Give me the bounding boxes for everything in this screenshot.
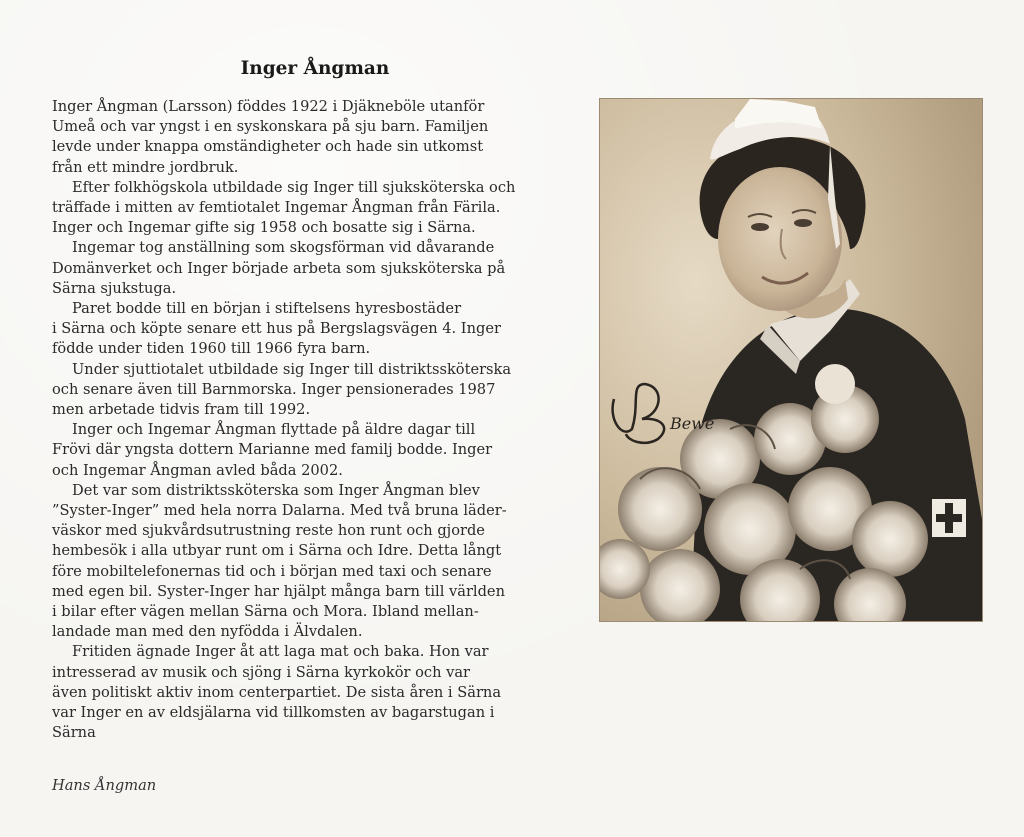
body-line: levde under knappa omständigheter och hade sin utkomst <box>52 138 484 156</box>
body-line: Paret bodde till en början i stiftelsens hyresbostäder <box>72 300 462 318</box>
body-line: och senare även till Barnmorska. Inger pensionerades 1987 <box>52 380 496 398</box>
body-line: träffade i mitten av femtiotalet Ingemar Ångman från Färila. <box>52 199 501 217</box>
body-line: hembesök i alla utbyar runt om i Särna och Idre. Detta långt <box>52 542 502 560</box>
body-line: i bilar efter vägen mellan Särna och Mora. Ibland mellan- <box>52 603 479 621</box>
article-title: Inger Ångman <box>240 58 390 79</box>
body-line: Särna <box>52 724 96 742</box>
article-body <box>52 97 577 744</box>
body-line: från ett mindre jordbruk. <box>52 158 239 176</box>
portrait-illustration <box>600 99 982 621</box>
body-line: Inger och Ingemar Ångman flyttade på äldre dagar till <box>72 421 476 439</box>
portrait-photo <box>600 99 982 621</box>
body-line: och Ingemar Ångman avled båda 2002. <box>52 461 343 479</box>
body-line: men arbetade tidvis fram till 1992. <box>52 401 311 419</box>
body-line: Efter folkhögskola utbildade sig Inger till sjuksköterska och <box>72 178 516 196</box>
body-line: Särna sjukstuga. <box>52 279 177 297</box>
body-line: Under sjuttiotalet utbildade sig Inger till distriktssköterska <box>72 360 512 378</box>
body-line: landade man med den nyfödda i Älvdalen. <box>52 623 363 641</box>
body-line: Ingemar tog anställning som skogsförman vid dåvarande <box>72 239 495 257</box>
body-line: väskor med sjukvårdsutrustning reste hon runt och gjorde <box>52 522 485 540</box>
body-line: var Inger en av eldsjälarna vid tillkomsten av bagarstugan i <box>52 704 495 722</box>
body-line: födde under tiden 1960 till 1966 fyra barn. <box>52 340 371 358</box>
body-line: även politiskt aktiv inom centerpartiet. De sista åren i Särna <box>52 683 502 701</box>
body-line: Frövi där yngsta dottern Marianne med familj bodde. Inger <box>52 441 493 459</box>
body-line: Domänverket och Inger började arbeta som sjuksköterska på <box>52 259 506 277</box>
body-line: Fritiden ägnade Inger åt att laga mat och baka. Hon var <box>72 643 489 661</box>
body-line: Inger och Ingemar gifte sig 1958 och bosatte sig i Särna. <box>52 219 476 237</box>
svg-text:Bewe: Bewe <box>670 414 715 433</box>
body-line: före mobiltelefonernas tid och i början med taxi och senare <box>52 562 492 580</box>
body-line: Det var som distriktssköterska som Inger Ångman blev <box>72 481 480 499</box>
body-line: Inger Ångman (Larsson) föddes 1922 i Djäkneböle utanför <box>52 98 485 115</box>
body-line: i Särna och köpte senare ett hus på Bergslagsvägen 4. Inger <box>52 320 501 338</box>
body-line: ”Syster-Inger” med hela norra Dalarna. Med två bruna läder- <box>52 502 507 520</box>
body-line: intresserad av musik och sjöng i Särna kyrkokör och var <box>52 663 471 681</box>
body-line: Umeå och var yngst i en syskonskara på sju barn. Familjen <box>52 118 489 136</box>
body-line: med egen bil. Syster-Inger har hjälpt många barn till världen <box>52 582 505 600</box>
author-signature: Hans Ångman <box>52 777 157 794</box>
